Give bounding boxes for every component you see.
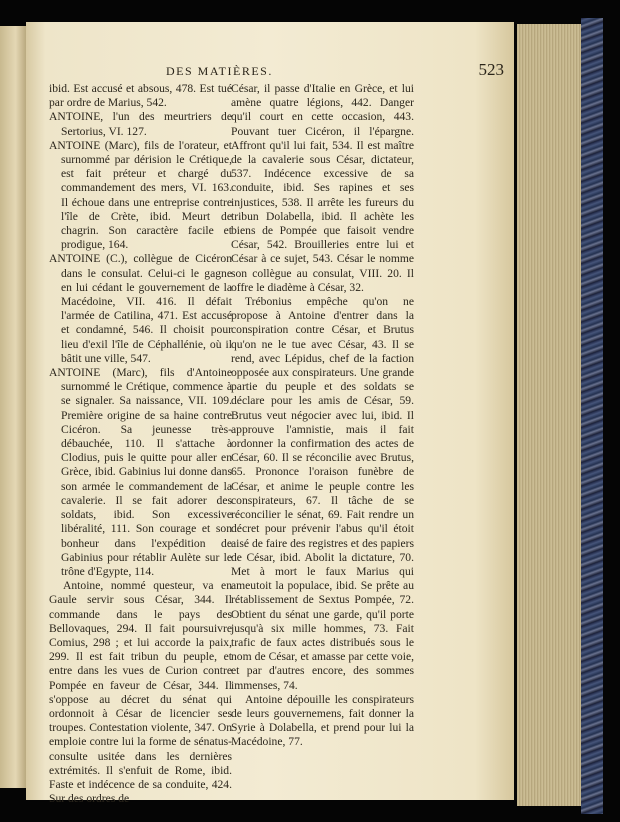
- right-text-column: [231, 82, 414, 750]
- index-entry: ANTOINE (Marc), fils d'Antoine surnommé le Crétique, commence à se signaler. Sa naissance, VII. 109. Première origine de sa haine contre Cicéron. Sa jeunesse très-débauchée, 110. Il s'attache à Clodius, puis le quitte pour aller en Grèce, ibid. Gabinius lui donne dans son armée le commandement de la cavalerie. Il se fait adorer des soldats, ibid. Son excessive libéralité, 111. Son courage et son bonheur dans l'expédition de Gabinius pour rétablir Aulète sur le trône d'Egypte, 114.: [49, 366, 232, 578]
- index-entry: ANTOINE, l'un des meurtriers de Sertorius, VI. 127.: [49, 110, 232, 138]
- index-entry: Antoine dépouille les conspirateurs de leurs gouvernemens, fait donner la Syrie à Dolabella, et prend pour lui la Macédoine, 77.: [231, 692, 414, 749]
- page-header: [48, 60, 504, 84]
- page-number: 523: [478, 60, 504, 79]
- marbled-cover-edge: [581, 18, 603, 814]
- index-entry: Trébonius empêche qu'on ne propose à Antoine d'entrer dans la conspiration contre César, et Brutus qu'on ne le tue avec César, 43. Il se rend, avec Lépidus, chef de la faction opposée aux conspirateurs. Une grande partie du peuple et des soldats se déclare pour les amis de César, 59. Brutus veut négocier avec lui, ibid. Il approuve l'amnistie, mais il fait ordonner la confirmation des actes de César, 60. Il se réconcilie avec Brutus, 65. Prononce l'oraison funèbre de César, et anime le peuple contre les conspirateurs, 67. Il tâche de se réconcilier le sénat, 69. Fait rendre un décret pour prévenir l'abus qu'il étoit aisé de faire des registres et des papiers de César, ibid. Abolit la dictature, 70. Met à mort le faux Marius qui ameutoit la populace, ibid. Se prête au rétablissement de Sextus Pompée, 72. Obtient du sénat une garde, qu'il porte jusqu'à six mille hommes, 73. Fait trafic de faux actes distribués sous le nom de César, et amasse par cette voie, et par d'autres encore, des sommes immenses, 74.: [231, 295, 414, 692]
- left-text-column: [49, 82, 232, 806]
- index-entry: ANTOINE (Marc), fils de l'orateur, et surnommé par dérision le Crétique, est fait préteur et chargé du commandement des mers, VI. 163. Il échoue dans une entreprise contre l'île de Crète, ibid. Meurt de chagrin. Son caractère facile et prodigue, 164.: [49, 138, 232, 252]
- index-entry: César, il passe d'Italie en Grèce, et lui amène quatre légions, 442. Danger qu'il court en cette occasion, 443. Pouvant tuer Cicéron, il l'épargne. Affront qu'il lui fait, 534. Il est maître de la cavalerie sous César, dictateur, 537. Indécence excessive de sa conduite, ibid. Ses rapines et ses injustices, 538. Il arrête les fureurs du tribun Dolabella, ibid. Il achète les biens de Pompée que faisoit vendre César, 542. Brouilleries entre lui et César à ce sujet, 543. César le nomme son collègue au consulat, VIII. 20. Il offre le diadème à César, 32.: [231, 82, 414, 294]
- page-edges: [517, 24, 581, 806]
- index-entry: ibid. Est accusé et absous, 478. Est tué par ordre de Marius, 542.: [49, 82, 232, 110]
- index-entry: Antoine, nommé questeur, va en Gaule servir sous César, 344. Il commande dans le pays des Bellovaques, 294. Il fait poursuivre Comius, 298 ; et lui accorde la paix, 299. Il est fait tribun du peuple, et entre dans les vues de Curion contre Pompée en faveur de César, 344. Il s'oppose au décret du sénat qui ordonnoit à César de licencier ses troupes. Contestation violente, 347. On emploie contre lui la forme de sénatus-consulte usitée dans les dernières extrémités. Il s'enfuit de Rome, ibid. Faste et indécence de sa conduite, 424. Sur des ordres de: [49, 579, 232, 806]
- running-title: DES MATIÈRES.: [166, 64, 273, 78]
- facing-page-edge: [0, 26, 26, 788]
- index-entry: ANTOINE (C.), collègue de Cicéron dans le consulat. Celui-ci le gagne en lui cédant le gouvernement de la Macédoine, VII. 416. Il défait l'armée de Catilina, 471. Est accusé et condamné, 546. Il choisit pour lieu d'exil l'île de Céphallénie, où il bâtit une ville, 547.: [49, 252, 232, 365]
